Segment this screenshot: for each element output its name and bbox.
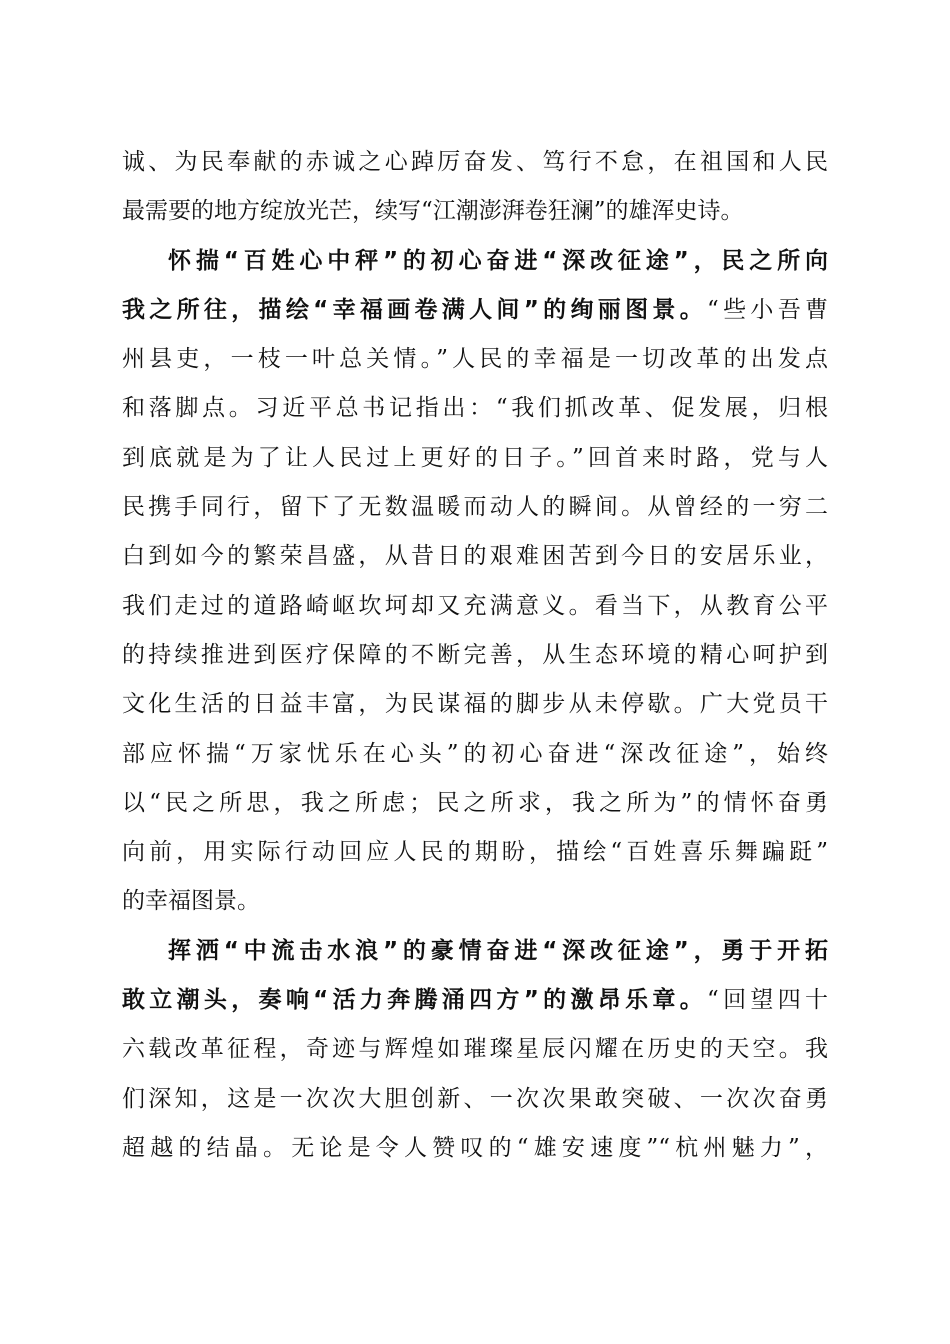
section-heading-line-2 bbox=[122, 286, 828, 335]
section-heading-2-tail: 敢立潮头，奏响“活力奔腾涌四方”的激昂乐章。 bbox=[122, 987, 708, 1014]
body-line-14: 以“民之所思，我之所虑；民之所求，我之所为”的情怀奋勇 bbox=[122, 789, 828, 816]
section-heading-tail: 我之所往，描绘“幸福画卷满人间”的绚丽图景。 bbox=[122, 296, 708, 323]
body-line-21: 们深知，这是一次次大胆创新、一次次果敢突破、一次次奋勇 bbox=[122, 1085, 828, 1112]
body-line-15: 向前，用实际行动回应人民的期盼，描绘“百姓喜乐舞蹁跹” bbox=[122, 839, 828, 866]
body-line-22: 超越的结晶。无论是令人赞叹的“雄安速度”“杭州魅力”， bbox=[122, 1134, 828, 1161]
section-heading-2-line-2 bbox=[122, 976, 828, 1025]
section-heading-2-line-1: 挥洒“中流击水浪”的豪情奋进“深改征途”，勇于开拓 bbox=[168, 937, 828, 964]
body-line-2: 最需要的地方绽放光芒，续写“江潮澎湃卷狂澜”的雄浑史诗。 bbox=[122, 198, 744, 225]
body-line-16: 的幸福图景。 bbox=[122, 888, 260, 915]
body-line-7: 到底就是为了让人民过上更好的日子。”回首来时路，党与人 bbox=[122, 444, 828, 471]
body-line-9: 白到如今的繁荣昌盛，从昔日的艰难困苦到今日的安居乐业， bbox=[122, 543, 828, 570]
body-line-6: 和落脚点。习近平总书记指出：“我们抓改革、促发展，归根 bbox=[122, 395, 828, 422]
body-line-1: 诚、为民奉献的赤诚之心踔厉奋发、笃行不怠，在祖国和人民 bbox=[122, 149, 828, 175]
section-heading-line-1: 怀揣“百姓心中秤”的初心奋进“深改征途”，民之所向 bbox=[168, 247, 828, 274]
body-line-10: 我们走过的道路崎岖坎坷却又充满意义。看当下，从教育公平 bbox=[122, 592, 828, 619]
quote-start: “些小吾曹 bbox=[707, 296, 829, 323]
body-line-11: 的持续推进到医疗保障的不断完善，从生态环境的精心呵护到 bbox=[122, 641, 828, 668]
quote-start-2: “回望四十 bbox=[707, 987, 829, 1014]
body-line-12: 文化生活的日益丰富，为民谋福的脚步从未停歇。广大党员干 bbox=[122, 691, 828, 718]
body-line-20: 六载改革征程，奇迹与辉煌如璀璨星辰闪耀在历史的天空。我 bbox=[122, 1036, 828, 1063]
article-body bbox=[122, 138, 828, 1173]
body-line-8: 民携手同行，留下了无数温暖而动人的瞬间。从曾经的一穷二 bbox=[122, 494, 828, 521]
body-line-5: 州县吏，一枝一叶总关情。”人民的幸福是一切改革的出发点 bbox=[122, 346, 828, 373]
body-line-13: 部应怀揣“万家忧乐在心头”的初心奋进“深改征途”，始终 bbox=[122, 740, 828, 767]
